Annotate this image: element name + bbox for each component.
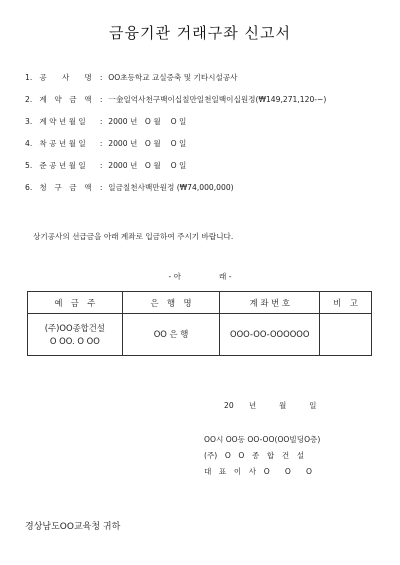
depositor-name: (주)OO종합건설	[44, 322, 105, 333]
item-label: 공 사 명	[39, 73, 92, 82]
item-value: OO초등학교 교실증축 및 기타시설공사	[108, 73, 238, 82]
item-colon: :	[99, 117, 103, 126]
company-block	[204, 432, 320, 480]
cell-account-number: OOO-OO-OOOOOO	[220, 314, 320, 356]
account-table	[27, 291, 372, 356]
item-label: 계 약 년 월 일	[39, 117, 86, 126]
header-bank: 은 행 명	[122, 292, 220, 314]
item-value: 一金일억사천구백이십칠만일천일백이십원정(₩149,271,120-−)	[108, 95, 327, 104]
item-contract-amount	[25, 89, 326, 111]
request-text: 상기공사의 선급금을 아래 계좌로 입금하여 주시기 바랍니다.	[33, 232, 234, 241]
header-depositor: 예 금 주	[28, 292, 123, 314]
item-colon: :	[99, 73, 103, 82]
item-colon: :	[99, 95, 103, 104]
item-label: 준 공 년 월 일	[39, 161, 86, 170]
cell-bank: OO 은 행	[122, 314, 220, 356]
item-label: 착 공 년 월 일	[39, 139, 86, 148]
item-value: 2000 년 O 월 O 일	[108, 139, 187, 148]
item-claim-amount	[25, 177, 326, 199]
item-number: 6.	[25, 183, 33, 192]
below-label: - 아 래 -	[168, 272, 232, 281]
item-colon: :	[99, 161, 103, 170]
depositor-detail: O OO. O OO	[49, 335, 100, 346]
item-number: 1.	[25, 73, 33, 82]
item-colon: :	[99, 183, 103, 192]
header-note: 비 고	[320, 292, 372, 314]
item-value: 2000 년 O 월 O 일	[108, 161, 187, 170]
signature-date: 20 년 월 일	[224, 401, 317, 410]
cell-depositor	[28, 314, 123, 356]
addressee: 경상남도OO교육청 귀하	[25, 522, 121, 532]
company-ceo: 대 표 이 사 O O O	[204, 467, 313, 476]
item-completion-date	[25, 155, 326, 177]
table-row	[28, 314, 372, 356]
item-number: 3.	[25, 117, 33, 126]
item-label: 계 약 금 액	[39, 95, 92, 104]
item-value: 2000 년 O 월 O 일	[108, 117, 187, 126]
item-number: 5.	[25, 161, 33, 170]
item-label: 청 구 금 액	[39, 183, 92, 192]
header-account-number: 계 좌 번 호	[220, 292, 320, 314]
table-header-row	[28, 292, 372, 314]
item-value: 일금칠천사백만원정 (₩74,000,000)	[108, 183, 234, 192]
cell-note	[320, 314, 372, 356]
item-project-name	[25, 67, 326, 89]
document-title: 금융기관 거래구좌 신고서	[109, 24, 291, 42]
company-address: OO시 OO동 OO-OO(OO빌딩O층)	[204, 435, 321, 444]
item-contract-date	[25, 111, 326, 133]
item-number: 4.	[25, 139, 33, 148]
company-name: (주) O O 종 합 건 설	[204, 451, 305, 460]
item-number: 2.	[25, 95, 33, 104]
contract-info-list	[25, 67, 326, 199]
item-colon: :	[99, 139, 103, 148]
item-start-date	[25, 133, 326, 155]
